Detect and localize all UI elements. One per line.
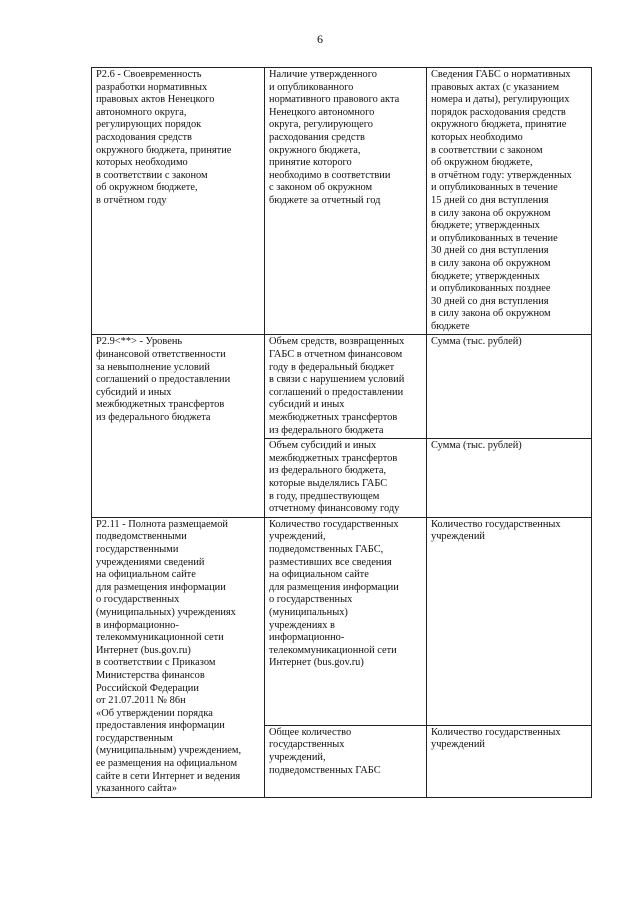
cell-line: государственных (269, 739, 345, 751)
cell-line: окружного бюджета, принятие (431, 119, 567, 131)
cell-line: в соответствии с законом (96, 169, 208, 181)
cell-line: межбюджетных трансфертов (269, 452, 398, 464)
cell-line: (муниципальным) учреждением, (96, 745, 242, 757)
cell-line: от 21.07.2011 № 86н (96, 695, 186, 707)
cell-line: на официальном сайте (269, 569, 369, 581)
cell-line: для размещения информации (269, 581, 399, 593)
cell-line: номера и даты), регулирующих (431, 94, 570, 106)
cell-line: в силу закона об окружном (431, 308, 551, 320)
cell-line: в силу закона об окружном (431, 257, 551, 269)
cell-line: которых необходимо (96, 157, 188, 169)
cell-line: Наличие утвержденного (269, 69, 377, 80)
cell-line: государственным (96, 732, 173, 744)
cell-line: Сумма (тыс. рублей) (431, 336, 522, 348)
cell-line: учреждений, (269, 531, 326, 543)
cell-line: правовых актах (с указанием (431, 81, 560, 93)
cell-line: учреждениями сведений (96, 556, 205, 568)
cell-line: межбюджетных трансфертов (96, 399, 225, 411)
table-row (92, 68, 592, 335)
cell-line: бюджете; утвержденных (431, 220, 540, 232)
cell-line: разместивших все сведения (269, 556, 392, 568)
cell-line: принятие которого (269, 157, 352, 169)
table-row (92, 517, 592, 725)
cell-line: правовых актов Ненецкого (96, 94, 215, 106)
cell-line: учреждений (431, 531, 485, 543)
cell-line: Р2.6 - Своевременность (96, 69, 202, 80)
cell-line: об окружном бюджете, (96, 182, 198, 194)
cell-line: Р2.9<**> - Уровень (96, 336, 183, 348)
cell-line: соглашений о предоставлении (96, 374, 231, 386)
cell-line: предоставления информации (96, 720, 225, 732)
cell-line: указанного сайта» (96, 783, 177, 795)
cell-line: ГАБС в отчетном финансовом (269, 349, 403, 361)
cell-line: бюджете (431, 320, 470, 332)
cell-line: Интернет (bus.gov.ru) (96, 644, 191, 656)
cell-line: «Об утверждении порядка (96, 707, 213, 719)
cell-line: (муниципальных) учреждениях (96, 606, 236, 618)
cell-line: 15 дней со дня вступления (431, 194, 549, 206)
cell-line: округа, регулирующего (269, 119, 373, 131)
cell-line: порядок расходования средств (431, 106, 566, 118)
cell-line: государственными (96, 543, 179, 555)
indicator-cell (92, 335, 265, 517)
cell-line: расходования средств (269, 131, 365, 143)
cell-line: в связи с нарушением условий (269, 374, 405, 386)
cell-line: на официальном сайте (96, 569, 196, 581)
cell-line: об окружном бюджете, (431, 157, 533, 169)
parameter-name-cell (265, 439, 427, 518)
indicator-cell (92, 517, 265, 797)
parameter-name-cell (265, 517, 427, 725)
cell-line: сайте в сети Интернет и ведения (96, 770, 241, 782)
cell-line: из федерального бюджета (269, 424, 384, 436)
cell-line: отчетному финансовому году (269, 503, 400, 515)
cell-line: ее размещения на официальном (96, 758, 238, 770)
cell-line: для размещения информации (96, 581, 226, 593)
cell-line: нормативного правового акта (269, 94, 400, 106)
cell-line: Сведения ГАБС о нормативных (431, 69, 571, 80)
cell-line: телекоммуникационной сети (96, 632, 224, 644)
cell-line: из федерального бюджета (96, 412, 211, 424)
cell-line: разработки нормативных (96, 81, 208, 93)
cell-line: которые выделялись ГАБС (269, 478, 388, 489)
cell-line: и опубликованных в течение (431, 232, 558, 244)
cell-line: межбюджетных трансфертов (269, 412, 398, 424)
cell-line: Общее количество (269, 726, 352, 738)
cell-line: в силу закона об окружном (431, 207, 551, 219)
parameter-unit-cell (427, 725, 592, 797)
cell-line: в отчётном году (96, 194, 167, 206)
parameter-unit-cell (427, 68, 592, 335)
cell-line: о государственных (269, 594, 353, 606)
cell-line: необходимо в соответствии (269, 169, 391, 181)
indicators-table (91, 67, 592, 798)
cell-line: (муниципальных) (269, 606, 348, 618)
table-row (92, 335, 592, 439)
cell-line: о государственных (96, 594, 180, 606)
cell-line: 30 дней со дня вступления (431, 295, 549, 307)
cell-line: учреждений (431, 739, 485, 751)
cell-line: регулирующих порядок (96, 119, 202, 131)
cell-line: в соответствии с Приказом (96, 657, 216, 669)
parameter-unit-cell (427, 517, 592, 725)
cell-line: субсидий и иных (269, 399, 345, 411)
cell-line: бюджете; утвержденных (431, 270, 540, 282)
indicator-cell (92, 68, 265, 335)
cell-line: субсидий и иных (96, 386, 172, 398)
cell-line: Ненецкого автономного (269, 106, 375, 118)
cell-line: окружного бюджета, (269, 144, 361, 156)
cell-line: финансовой ответственности (96, 349, 226, 361)
cell-line: автономного округа, (96, 106, 187, 118)
parameter-name-cell (265, 68, 427, 335)
cell-line: соглашений о предоставлении (269, 386, 404, 398)
cell-line: окружного бюджета, принятие (96, 144, 232, 156)
cell-line: расходования средств (96, 131, 192, 143)
cell-line: 30 дней со дня вступления (431, 245, 549, 257)
parameter-name-cell (265, 725, 427, 797)
cell-line: телекоммуникационной сети (269, 644, 397, 656)
page-number: 6 (317, 32, 323, 46)
cell-line: информационно- (269, 632, 345, 644)
cell-line: подведомственных ГАБС (269, 764, 381, 776)
cell-line: Р2.11 - Полнота размещаемой (96, 518, 228, 530)
cell-line: году в федеральный бюджет (269, 361, 395, 373)
indicators-table-body (92, 68, 592, 798)
cell-line: Количество государственных (431, 726, 561, 738)
cell-line: учреждений, (269, 751, 326, 763)
cell-line: подведомственными (96, 531, 187, 543)
cell-line: Министерства финансов (96, 669, 205, 681)
cell-line: подведомственных ГАБС, (269, 543, 384, 555)
cell-line: Количество государственных (431, 518, 561, 530)
cell-line: учреждениях в (269, 619, 335, 631)
cell-line: в информационно- (96, 619, 179, 631)
cell-line: и опубликованных в течение (431, 182, 558, 194)
parameter-name-cell (265, 335, 427, 439)
cell-line: Объем средств, возвращенных (269, 336, 405, 348)
cell-line: с законом об окружном (269, 182, 373, 194)
cell-line: и опубликованного (269, 81, 354, 93)
cell-line: и опубликованных позднее (431, 283, 551, 295)
parameter-unit-cell (427, 335, 592, 439)
cell-line: из федерального бюджета, (269, 465, 387, 477)
cell-line: Интернет (bus.gov.ru) (269, 657, 364, 669)
cell-line: в году, предшествующем (269, 490, 380, 502)
cell-line: Сумма (тыс. рублей) (431, 440, 522, 452)
cell-line: в отчётном году: утвержденных (431, 169, 572, 181)
cell-line: которых необходимо (431, 131, 523, 143)
parameter-unit-cell (427, 439, 592, 518)
cell-line: Объем субсидий и иных (269, 440, 377, 452)
cell-line: Количество государственных (269, 518, 399, 530)
cell-line: Российской Федерации (96, 682, 199, 694)
cell-line: в соответствии с законом (431, 144, 543, 156)
cell-line: бюджете за отчетный год (269, 194, 381, 206)
cell-line: за невыполнение условий (96, 361, 210, 373)
